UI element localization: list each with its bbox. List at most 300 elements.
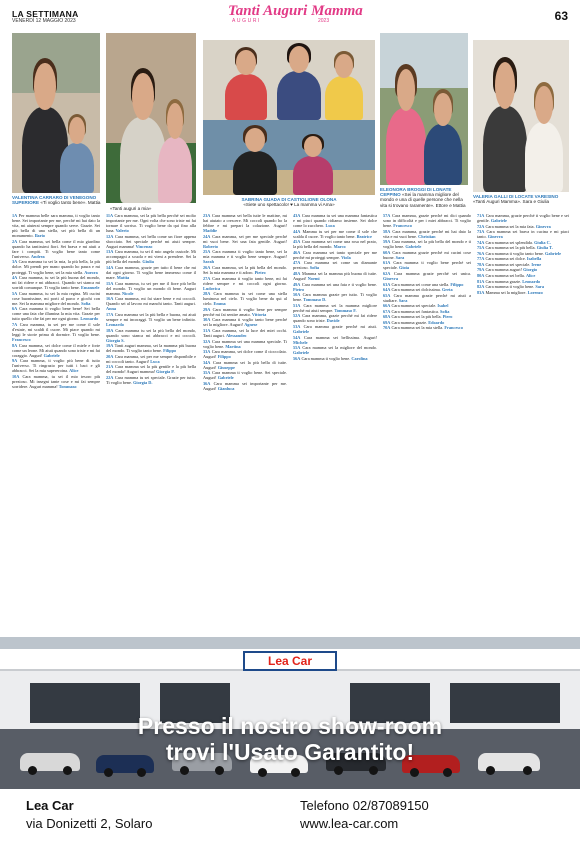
letter-signature: Francesco <box>12 337 31 343</box>
letter-paragraph <box>106 249 196 264</box>
letter-text: Cara mamma tu sei la mia, la più bella, la più dolce. Mi prendi per mano quando ho paura e mi proteggi. Ti voglio bene, sei la mia stella. <box>12 259 100 275</box>
letter-number: 50A <box>293 292 301 298</box>
letter-number: 51A <box>293 302 301 308</box>
letter-text: Cara mamma tu sei una mamma fantastica e mi piaci quando ridiamo insieme. Sei dolce come lo zucchero. <box>293 213 377 229</box>
letter-number: 53A <box>293 323 301 329</box>
letter-number: 25A <box>203 249 211 255</box>
letter-text: Cara mamma ti voglio bene per sempre perché mi fai sentire amato. <box>203 306 287 317</box>
letter-paragraph <box>293 313 377 323</box>
letter-text: Cara mamma sei tanto speciale per me perché mi proteggi sempre. <box>293 249 377 260</box>
letter-signature: Viola <box>341 254 351 260</box>
letter-signature: Sofia <box>309 265 320 271</box>
letter-paragraph <box>383 250 471 260</box>
letter-number: 34A <box>203 359 211 365</box>
letter-number: 44A <box>293 228 301 234</box>
letter-paragraph <box>203 349 287 359</box>
letter-paragraph <box>293 324 377 334</box>
letter-text: Cara mamma, sei per me speciale perché mi vuoi bene. Sei una fata gentile. Auguri! <box>203 233 287 244</box>
photo-valeria <box>473 40 569 192</box>
letter-number: 10A <box>12 373 20 379</box>
letter-text: Cara mamma, sei bella come il mio giardino quando ha tantissimi fiori. Sei brava e mi aiuti a fare i compiti. Ti voglio bene tanto come l'universo. <box>12 238 100 259</box>
letter-paragraph <box>477 256 569 261</box>
caption-name: VALERIA GALLI DI LOCATE VARESINO <box>473 194 559 199</box>
letter-signature: Giorgio <box>523 267 538 273</box>
letter-signature: Luca <box>150 358 160 364</box>
letter-paragraph <box>383 325 471 330</box>
letter-paragraph <box>383 287 471 292</box>
letter-signature: Mattia <box>116 275 130 281</box>
letter-paragraph <box>293 282 377 292</box>
letter-paragraph <box>106 281 196 296</box>
letter-number: 31A <box>203 328 211 334</box>
letter-text: Cara mamma, mi fai stare bene e mi coccoli. Quando sei al lavoro mi manchi tanto. Tanti auguri. <box>106 296 196 307</box>
logo-title: Tanti Auguri Mamma <box>228 3 363 19</box>
letter-number: 45A <box>293 239 301 245</box>
letter-paragraph <box>12 213 100 238</box>
letter-number: 7A <box>12 321 18 327</box>
caption-text: «Ti voglio tanto bene». Mattia <box>40 200 101 206</box>
letter-text: Cara mamma ti voglio bene. <box>301 355 351 361</box>
letter-number: 16A <box>106 296 114 302</box>
caption-valentina <box>12 195 102 205</box>
letter-number: 17A <box>106 311 114 317</box>
letter-paragraph <box>383 239 471 249</box>
letter-number: 3A <box>12 259 18 265</box>
letter-signature: Beatrice <box>356 233 372 239</box>
letter-text: Cara mamma, sei la più bella perché sei molto importante per me. Ogni volta che sono triste mi fai tornare il sorriso. Ti voglio bene da qui fino alla luna. <box>106 213 196 234</box>
letter-paragraph <box>106 375 196 385</box>
letters-column-4 <box>293 213 377 633</box>
letter-paragraph <box>293 271 377 281</box>
letter-number: 48A <box>293 271 301 277</box>
letter-number: 58A <box>383 228 391 234</box>
letter-paragraph <box>203 291 287 306</box>
letter-signature: Gioia <box>399 265 410 271</box>
letter-paragraph <box>12 306 100 321</box>
letter-signature: Valerio <box>115 228 129 234</box>
letter-signature: Sara <box>398 297 408 303</box>
letter-signature: Filippo <box>163 348 177 354</box>
letter-text: Cara mamma ti voglio bene. <box>485 284 535 290</box>
letter-paragraph <box>293 303 377 313</box>
letter-number: 81A <box>477 278 485 284</box>
letter-text: Cara mamma ti voglio bene bene! Sei bella come una fata che illumina la mia vita. Grazie per tutto quello che fai per me ogni giorno. <box>12 306 100 322</box>
letter-text: Cara mamma grazie. <box>391 319 428 325</box>
letter-text: Cara mamma tu sei come una stella luminosa nel cielo. Ti voglio bene da qui al cielo. <box>203 291 287 307</box>
letter-number: 66A <box>383 303 391 309</box>
letter-paragraph <box>383 320 471 325</box>
ad-phone: Telefono 02/87089150 <box>300 798 429 813</box>
ad-contact-bar <box>0 789 580 842</box>
letter-number: 63A <box>383 281 391 287</box>
letter-text: Cara mamma sei la più gentile e la più bella del mondo! Auguri mamma! <box>106 364 196 375</box>
letter-text: Cara mamma, tu sei la più buona del mondo, mi fai ridere e mi abbracci. Quando sei stanca mi sorridi comunque. Ti voglio tanto bene. <box>12 275 100 291</box>
letter-number: 47A <box>293 260 301 266</box>
ad-headline-1: Presso il nostro show-room <box>137 713 443 739</box>
letter-number: 69A <box>383 319 391 325</box>
letter-text: Cara mamma, sei la più bella del mondo. Sei la mia mamma e ti adoro. <box>203 264 287 276</box>
letter-signature: Sofia <box>81 300 91 306</box>
letter-text: Cara mamma, sei dolce come il cioccolato. Auguri! <box>203 349 287 360</box>
caption-text: «Siete uno spettacolo! ♥ La mamma vi Ama» <box>243 202 335 208</box>
letter-number: 49A <box>293 281 301 287</box>
letter-number: 29A <box>203 306 211 312</box>
photo-valentina <box>12 33 100 193</box>
letter-text: Cara mamma ti voglio tanto bene, mi fai ridere sempre e mi coccoli ogni giorno. <box>203 275 287 286</box>
letter-paragraph <box>383 260 471 270</box>
letter-text: Cara mamma, ti voglio più bene di tutto l'universo. Ti ringrazio per tutti i baci e gli abbracci. Sei la mia supereroina. <box>12 358 100 374</box>
letter-text: Cara mamma sei brava in cucina e mi piaci tanto. <box>477 229 569 240</box>
letter-text: Cara mamma, sei per me sempre disponibile e mi coccoli tanto. Auguri! <box>106 353 196 364</box>
letter-paragraph <box>477 245 569 250</box>
letter-number: 23A <box>203 213 211 218</box>
letter-text: Cara mamma ti voglio tanto bene perché sei la migliore. Auguri! <box>203 317 287 328</box>
letter-paragraph <box>203 213 287 233</box>
letter-number: 74A <box>477 239 485 245</box>
letter-paragraph <box>293 292 377 302</box>
letter-signature: Greta <box>441 287 453 293</box>
letter-number: 28A <box>203 291 211 297</box>
letter-signature: Gabriele <box>293 350 309 356</box>
letter-number: 65A <box>383 292 391 298</box>
letter-number: 72A <box>477 223 485 229</box>
caption-mia <box>110 206 198 211</box>
letter-text: Cara mamma sei speciale. <box>391 303 437 309</box>
letter-signature: Alice <box>525 273 536 279</box>
letter-signature: Michele <box>293 339 308 345</box>
letters-column-2 <box>106 213 196 633</box>
letter-text: Tanti auguri mamma, sei la mamma più buona del mondo. Ti voglio tanto bene. <box>106 343 196 354</box>
letter-number: 32A <box>203 338 211 344</box>
letter-text: Cara mamma sei la più bella. <box>391 314 442 320</box>
letter-paragraph <box>203 317 287 327</box>
letter-number: 56A <box>293 355 301 361</box>
letter-number: 20A <box>106 353 114 359</box>
letter-paragraph <box>203 339 287 349</box>
letter-signature: Aurora <box>84 269 98 275</box>
letter-text: Cara mamma grazie perché mi cucini cose buone. <box>383 249 471 260</box>
letter-paragraph <box>383 314 471 319</box>
letter-signature: Leonardo <box>106 321 124 327</box>
letter-text: Per mamma belle sara mamma, ti voglio tanto bene. Sei importante per me, perché mi hai dato la vita, mi aiuterai sempre quando serve. Grazie. Sei più bella di una stella, sei più bella di un monumento. <box>12 213 100 239</box>
letter-signature: Tommaso D. <box>303 297 327 303</box>
letter-number: 46A <box>293 249 301 255</box>
letter-number: 36A <box>203 381 211 386</box>
letter-signature: Sofia <box>440 308 450 314</box>
letter-paragraph <box>477 224 569 229</box>
letter-number: 79A <box>477 267 485 273</box>
letter-number: 64A <box>383 287 391 293</box>
caption-name: ELEONORA BROGGI DI LONATE CEPPINO <box>380 187 452 198</box>
letter-signature: Gabriele <box>43 352 60 358</box>
letter-paragraph <box>383 229 471 239</box>
letter-signature: Piero <box>442 314 453 320</box>
letter-signature: Giorgia D. <box>133 380 153 385</box>
letter-text: Mamma sei la mamma più buona di tutte. Auguri! <box>293 271 377 282</box>
letter-paragraph <box>203 370 287 380</box>
letter-text: Cara mamma, tu sei la mia regina. Mi cucini cose buonissime, mi porti al parco e giochi con me. Sei la mamma migliore del mondo. <box>12 290 100 306</box>
letter-number: 59A <box>383 239 391 245</box>
letter-paragraph <box>477 262 569 267</box>
letter-signature: Gabriele <box>293 329 309 335</box>
caption-name: VALENTINA CARRARO DI VENEGONO SUPERIORE <box>12 195 97 206</box>
letter-number: 76A <box>477 250 485 256</box>
letter-text: Cara mamma ti voglio bene perché sei speciale. <box>383 260 471 271</box>
letter-text: Cara mamma grazie perché sei unica. <box>394 271 471 277</box>
logo-subtitle: AUGURI <box>232 18 262 24</box>
letter-text: Cara mamma, sei la luce dei miei occhi. Tanti auguri. <box>203 328 287 339</box>
letter-paragraph <box>106 213 196 233</box>
letter-number: 13A <box>106 249 114 255</box>
letter-text: Cara mamma grazie. <box>485 278 522 284</box>
letter-number: 78A <box>477 261 485 267</box>
letter-paragraph <box>12 343 100 358</box>
letter-paragraph <box>12 239 100 259</box>
letter-signature: Luca <box>325 223 335 229</box>
letter-text: Cara mamma sei splendida. <box>485 239 533 245</box>
letter-paragraph <box>293 239 377 249</box>
letter-paragraph <box>477 213 569 223</box>
letter-paragraph <box>106 354 196 364</box>
letter-signature: Vincenzo <box>135 243 153 249</box>
letter-number: 8A <box>12 342 18 348</box>
letter-signature: Agnese <box>244 322 258 328</box>
letter-number: 67A <box>383 308 391 314</box>
letter-signature: Filippo <box>450 281 464 287</box>
letter-paragraph <box>477 229 569 239</box>
letter-number: 52A <box>293 313 301 319</box>
letter-signature: Martina <box>225 343 241 349</box>
letter-signature: Ginevra <box>487 234 503 240</box>
caption-text: «Tanti auguri a mia» <box>110 206 152 211</box>
letter-number: 80A <box>477 273 485 279</box>
ad-website: www.lea-car.com <box>300 816 399 831</box>
letter-signature: Filippo <box>217 354 231 360</box>
letter-text: Cara mamma sei importante per me. Auguri! <box>203 381 287 392</box>
letter-paragraph <box>106 296 196 311</box>
magazine-name: LA SETTIMANA <box>12 9 79 19</box>
photo-sabrina-bottom <box>203 120 375 195</box>
letter-paragraph <box>383 271 471 281</box>
letter-signature: Noemi <box>307 276 320 282</box>
letter-signature: Giuseppe <box>217 364 235 370</box>
letter-text: Cara mamma sei come una rosa nel prato, la più bella del mondo. <box>293 239 377 250</box>
letter-paragraph <box>477 279 569 284</box>
letter-number: 61A <box>383 260 391 266</box>
letter-text: Cara mamma sei la più bella e buona, mi aiuti sempre e mi incoraggi. Ti voglio un bene infinito. <box>106 311 196 322</box>
letter-text: Cara mamma grazie per tutto. Ti voglio bene. <box>293 292 377 303</box>
letter-text: Cara mamma sei come un diamante prezioso. <box>293 260 377 271</box>
letter-paragraph <box>12 322 100 342</box>
letter-signature: Leonardo <box>522 278 541 284</box>
letter-number: 26A <box>203 264 211 270</box>
letter-signature: Giulia C. <box>534 239 551 245</box>
letter-signature: Nicole <box>122 290 134 296</box>
letter-paragraph <box>477 251 569 256</box>
letter-number: 5A <box>12 290 18 296</box>
letter-signature: Ginevra <box>535 223 551 229</box>
letter-signature: Emanuele <box>81 285 100 291</box>
letter-number: 22A <box>106 374 114 380</box>
letter-number: 75A <box>477 245 485 251</box>
photo-mia <box>106 33 196 203</box>
letter-text: Cara mamma tu sei la più bella del mondo, quando sono stanca mi abbracci e mi coccoli. <box>106 327 196 338</box>
letter-number: 19A <box>106 343 114 349</box>
letter-number: 54A <box>293 334 301 340</box>
letter-text: Mamma sei la migliore. <box>485 289 527 295</box>
letter-signature: Alice <box>69 368 79 374</box>
letter-text: Cara mamma, tu sei il mio tesoro più prezioso. Mi insegni tante cose e mi fai sempre sorridere. Auguri mamma! <box>12 373 100 390</box>
letter-paragraph <box>12 291 100 306</box>
letter-text: Cara mamma sei bella. <box>485 273 525 279</box>
letter-text: Cara mamma sei speciale. <box>485 261 531 267</box>
letter-text: Cara mamma, sei la più bella del mondo e ti voglio bene. <box>383 239 471 250</box>
letter-signature: Pietro <box>293 286 305 292</box>
letter-text: Cara mamma sei bella tutte le mattine, mi hai aiutato a crescere. Mi coccoli quando ho la febbre e mi prepari la colazione. Auguri! <box>203 213 287 229</box>
letter-paragraph <box>293 345 377 355</box>
letter-signature: Gabriele <box>217 375 234 381</box>
letter-signature: Isabella <box>526 256 542 262</box>
page-number: 63 <box>554 9 568 23</box>
ad-address: via Donizetti 2, Solaro <box>26 816 153 831</box>
letter-number: 18A <box>106 327 114 333</box>
letter-paragraph <box>477 284 569 289</box>
letter-number: 2A <box>12 238 18 244</box>
letter-number: 33A <box>203 349 211 355</box>
letter-paragraph <box>12 358 100 373</box>
showroom-sign <box>243 651 337 671</box>
letter-signature: Emma <box>213 301 226 307</box>
letter-number: 43A <box>293 213 301 218</box>
letter-number: 62A <box>383 271 391 277</box>
letter-paragraph <box>106 234 196 249</box>
letters-column-1 <box>12 213 100 633</box>
letter-signature: Tommaso <box>58 384 77 390</box>
letter-text: Cara mamma sei la migliore del mondo. <box>302 345 377 351</box>
letter-number: 24A <box>203 233 211 239</box>
letter-signature: Gabriele <box>490 218 507 224</box>
showroom-photo <box>0 637 580 789</box>
letter-paragraph <box>203 276 287 291</box>
letter-text: Cara mamma ti voglio bene. Sei speciale. Auguri! <box>203 370 287 381</box>
letter-text: Cara mamma sei la più bella. <box>485 245 536 251</box>
letter-text: Cara mamma sei come una stella. <box>391 281 450 287</box>
letters-column-6 <box>477 213 569 633</box>
letter-signature: Giulia <box>142 259 154 265</box>
ad-headline-2: trovi l'Usato Garantito! <box>165 739 415 765</box>
letter-text: Cara mamma sei la più bella di tutte. Auguri! <box>203 359 287 370</box>
letter-signature: Maddie <box>203 228 218 234</box>
section-logo <box>228 3 363 29</box>
letter-paragraph <box>106 265 196 280</box>
letter-text: Cara mamma, grazie perché ti voglio bene e sei gentile. <box>477 213 569 224</box>
letter-paragraph <box>383 293 471 303</box>
letter-signature: Vittoria <box>251 311 267 317</box>
letter-number: 57A <box>383 213 391 218</box>
letter-number: 68A <box>383 314 391 320</box>
letter-paragraph <box>477 240 569 245</box>
letter-text: Cara mamma, grazie perché mi dici quando sono in difficoltà e per i miei abbracci. Ti voglio bene. <box>383 213 471 229</box>
letter-text: Cara mamma, grazie per tutto il bene che mi dai ogni giorno. Ti voglio bene immenso come il mare. <box>106 264 196 281</box>
letter-paragraph <box>12 374 100 389</box>
caption-text: «Tanti Auguri Mamma». Sara e Giulia <box>473 199 550 205</box>
letter-text: Cara mamma grazie perché mi aiuti a studiare. <box>383 292 471 303</box>
letter-paragraph <box>293 213 377 228</box>
letter-paragraph <box>12 259 100 274</box>
letter-number: 35A <box>203 370 211 376</box>
letter-signature: Roberto <box>203 243 219 249</box>
letter-text: Cara mamma, sei bella come un fiore appena sbocciato. Sei speciale perché mi aiuti sempre. Auguri mamma! <box>106 233 196 249</box>
letter-number: 30A <box>203 317 211 323</box>
letter-paragraph <box>203 249 287 264</box>
letter-signature: Ludovica <box>203 285 221 291</box>
letter-number: 73A <box>477 229 485 235</box>
letter-signature: Christian <box>418 233 436 239</box>
letter-text: Cara mamma sei la mia fata. <box>485 223 535 229</box>
letter-text: Cara mamma, sei dolce come il miele e forte come un leone. Mi aiuti quando sono triste e mi fai coraggio. Auguri! <box>12 342 100 358</box>
letter-signature: Anna <box>106 306 117 312</box>
letter-paragraph <box>383 303 471 308</box>
letter-number: 55A <box>293 345 301 351</box>
letter-paragraph <box>293 260 377 270</box>
letter-signature: Sarah <box>203 259 214 265</box>
letter-text: Cara mamma, tu sei per me come il sole d'estate, mi scaldi il cuore. Mi piace quando mi leggi le storie prima di dormire. Ti voglio bene. <box>12 321 100 338</box>
letter-text: Cara mamma sei la mia stella. <box>391 325 444 331</box>
letter-text: Cara mamma ti voglio tanto bene. <box>485 250 544 256</box>
caption-name: SABRINA GUADA DI CASTIGLIONE OLONA <box>241 197 337 202</box>
letter-paragraph <box>106 312 196 327</box>
letter-signature: Leonardo <box>80 316 99 322</box>
caption-text: «Sei la mamma migliore del mondo e una di quelle persone che nella vita si trovano raramente». Ettore e Mattia <box>380 192 466 208</box>
letter-number: 11A <box>106 213 114 218</box>
letter-signature: Lorenzo <box>527 289 543 295</box>
letter-number: 4A <box>12 275 18 281</box>
caption-eleonora <box>380 187 470 208</box>
letter-text: Cara mamma ti voglio tanto bene, sei la mia mamma e ti voglio bene sempre. Auguri! <box>203 249 287 260</box>
letter-number: 71A <box>477 213 485 218</box>
letter-text: Cara mamma sei dolcissima. <box>391 287 441 293</box>
letter-paragraph <box>383 213 471 228</box>
letter-paragraph <box>106 364 196 374</box>
letter-text: Cara mamma sei la mamma migliore perché mi aiuti sempre. <box>293 302 377 313</box>
letter-text: Cara mamma auguri! <box>485 267 522 273</box>
letter-text: Cara mamma, tu sei per me il fiore più bello del mondo. Ti voglio un mondo di bene. Auguri mamma. <box>106 280 196 296</box>
letter-signature: Davide <box>326 318 340 324</box>
letter-paragraph <box>203 307 287 317</box>
letter-paragraph <box>203 360 287 370</box>
letter-signature: Irene <box>531 261 542 267</box>
letter-number: 6A <box>12 306 18 312</box>
letter-paragraph <box>203 234 287 249</box>
letter-paragraph <box>106 343 196 353</box>
letter-signature: Edoardo <box>428 319 445 325</box>
letter-number: 82A <box>477 284 485 290</box>
letter-text: Cara mamma tu sei speciale. Grazie per tutto. Ti voglio bene. <box>106 374 196 385</box>
letters-column-3 <box>203 213 287 633</box>
letter-paragraph <box>477 273 569 278</box>
letter-text: Cara mamma, tu sei il mio angelo custode. Mi accompagni a scuola e mi vieni a prendere. Sei la più bella del mondo. <box>106 249 196 265</box>
letter-signature: Ginevra <box>383 276 399 282</box>
letter-paragraph <box>383 309 471 314</box>
letter-signature: Sara <box>535 284 544 290</box>
lea-car-advertisement <box>0 637 580 842</box>
caption-sabrina <box>203 197 375 207</box>
letter-text: Cara mamma sei una mamma speciale. Ti voglio bene. <box>203 338 287 349</box>
letter-number: 83A <box>477 289 485 295</box>
letter-signature: Ilario <box>34 233 45 239</box>
caption-valeria <box>473 194 569 204</box>
issue-date: VENERDÌ 12 MAGGIO 2023 <box>12 18 76 24</box>
